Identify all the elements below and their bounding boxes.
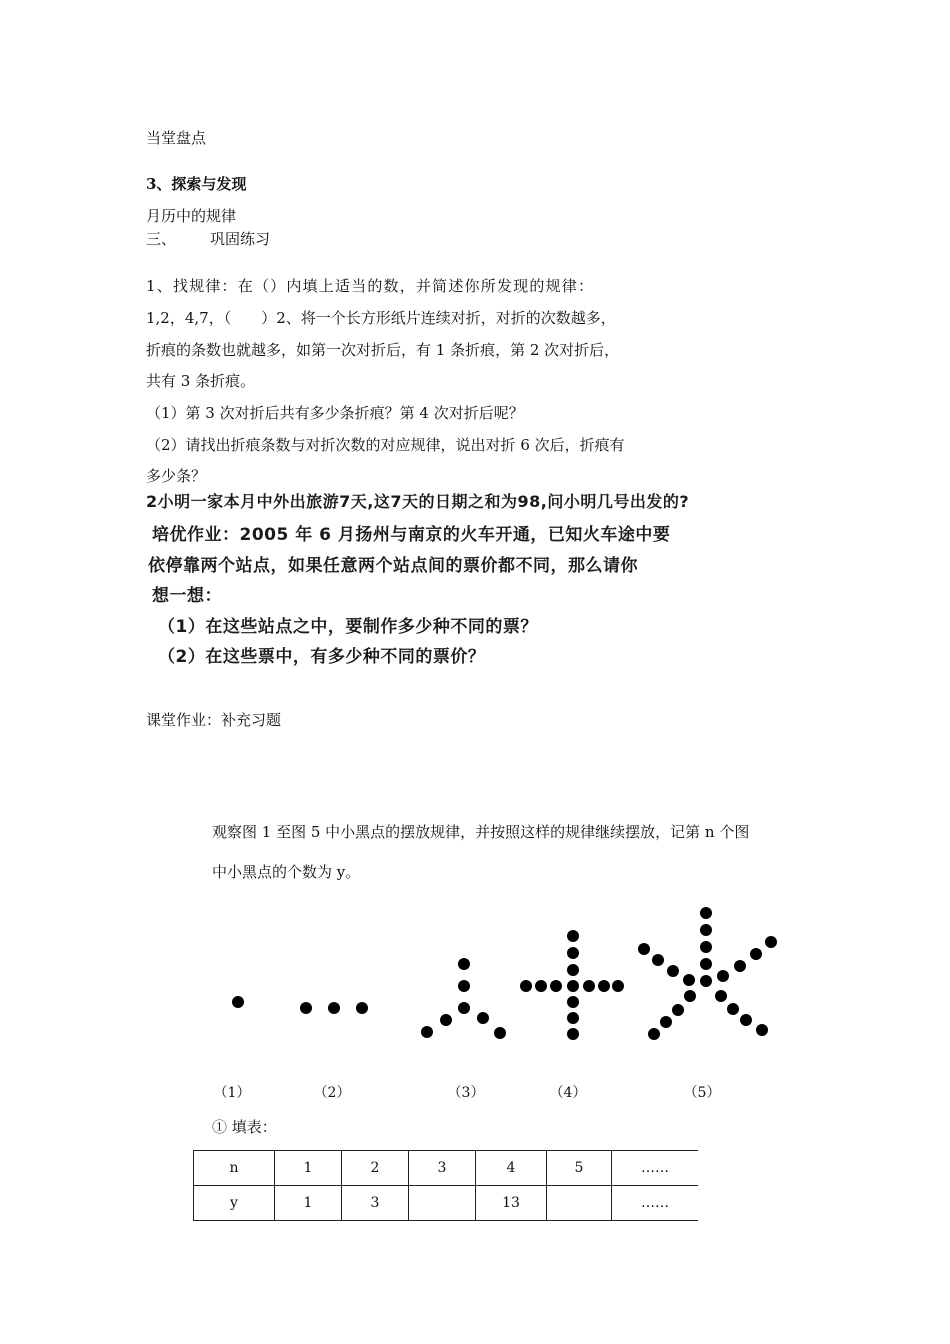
black-dot [700,907,712,919]
q1-sub-1: （1）第 3 次对折后共有多少条折痕？第 4 次对折后呢？ [146,404,524,422]
figure-label-1: （1） [213,1085,251,1101]
black-dot [550,980,562,992]
figure-2-dots [300,1002,368,1014]
calendar-rule-title: 月历中的规律 [146,207,237,225]
handwritten-extra-3: 想一想： [152,586,222,606]
table-cell-blank[interactable] [547,1186,612,1221]
black-dot [520,980,532,992]
black-dot [535,980,547,992]
black-dot [660,1016,672,1028]
black-dot [700,924,712,936]
figure-label-4: （4） [549,1085,587,1101]
table-cell: 1 [275,1151,342,1186]
fill-table [193,1150,698,1221]
table-cell[interactable]: …… [612,1186,699,1221]
black-dot [683,974,695,986]
black-dot [477,1012,489,1024]
figure-1-dots [232,996,244,1008]
q1-line-1: 1、找规律：在（）内填上适当的数，并简述你所发现的规律： [146,277,595,295]
table-cell: 5 [547,1151,612,1186]
black-dot [638,943,650,955]
q1-sub-2a: （2）请找出折痕条数与对折次数的对应规律，说出对折 6 次后，折痕有 [146,436,625,454]
figure-3-dots [421,958,506,1039]
black-dot [667,965,679,977]
q1-line-4: 共有 3 条折痕。 [146,372,256,390]
black-dot [421,1026,433,1038]
table-cell-blank[interactable] [409,1186,476,1221]
table-cell: n [194,1151,275,1186]
black-dot [740,1014,752,1026]
part-3-title: 巩固练习 [210,230,271,248]
table-cell: 4 [476,1151,547,1186]
black-dot [567,1028,579,1040]
figure-5-dots [638,907,777,1040]
black-dot [328,1002,340,1014]
table-cell[interactable]: 13 [476,1186,547,1221]
table-cell[interactable]: y [194,1186,275,1221]
handwritten-extra-2: 依停靠两个站点，如果任意两个站点间的票价都不同，那么请你 [148,556,638,576]
black-dot [567,996,579,1008]
black-dot [232,996,244,1008]
black-dot [715,990,727,1002]
table-row-n [194,1151,699,1186]
handwritten-q2: 2小明一家本月中外出旅游7天,这7天的日期之和为98,问小明几号出发的? [146,492,690,511]
black-dot [700,941,712,953]
table-cell[interactable]: 1 [275,1186,342,1221]
table-cell: 3 [409,1151,476,1186]
black-dot [356,1002,368,1014]
black-dot [700,958,712,970]
black-dot [765,936,777,948]
table-cell: 2 [342,1151,409,1186]
handwritten-extra-5: （2）在这些票中，有多少种不同的票价？ [158,647,486,667]
review-heading: 当堂盘点 [146,129,207,147]
observe-line-1: 观察图 1 至图 5 中小黑点的摆放规律，并按照这样的规律继续摆放，记第 n 个图 [212,823,750,841]
q1-sub-2b: 多少条？ [146,467,207,485]
black-dot [458,1002,470,1014]
black-dot [440,1014,452,1026]
q1-line-3: 折痕的条数也就越多，如第一次对折后，有 1 条折痕，第 2 次对折后， [146,341,620,359]
black-dot [734,960,746,972]
black-dot [567,947,579,959]
black-dot [672,1004,684,1016]
black-dot [583,980,595,992]
black-dot [750,948,762,960]
black-dot [598,980,610,992]
black-dot [567,1012,579,1024]
black-dot [300,1002,312,1014]
q1-line-2: 1,2，4,7，（ ）2、将一个长方形纸片连续对折，对折的次数越多， [146,309,616,327]
black-dot [756,1024,768,1036]
figure-label-5: （5） [683,1085,721,1101]
figure-label-3: （3） [447,1085,485,1101]
black-dot [700,975,712,987]
black-dot [612,980,624,992]
black-dot [727,1003,739,1015]
black-dot [648,1028,660,1040]
black-dot [458,980,470,992]
black-dot [494,1027,506,1039]
section-3-title: 3、探索与发现 [146,175,247,193]
black-dot [567,964,579,976]
handwritten-extra-4: （1）在这些站点之中，要制作多少种不同的票？ [158,617,538,637]
handwritten-extra-1: 培优作业：2005 年 6 月扬州与南京的火车开通，已知火车途中要 [152,525,671,545]
observe-line-2: 中小黑点的个数为 y。 [212,863,361,881]
black-dot [652,954,664,966]
black-dot [567,980,579,992]
black-dot [567,930,579,942]
figure-4-dots [520,930,624,1040]
table-row-y [194,1186,699,1221]
homework-line: 课堂作业：补充习题 [146,711,282,729]
table-cell: …… [612,1151,699,1186]
fill-table-label: ① 填表： [212,1118,277,1136]
black-dot [458,958,470,970]
black-dot [717,970,729,982]
figure-label-2: （2） [313,1085,351,1101]
black-dot [684,990,696,1002]
table-cell[interactable]: 3 [342,1186,409,1221]
part-3-number: 三、 [146,230,177,248]
